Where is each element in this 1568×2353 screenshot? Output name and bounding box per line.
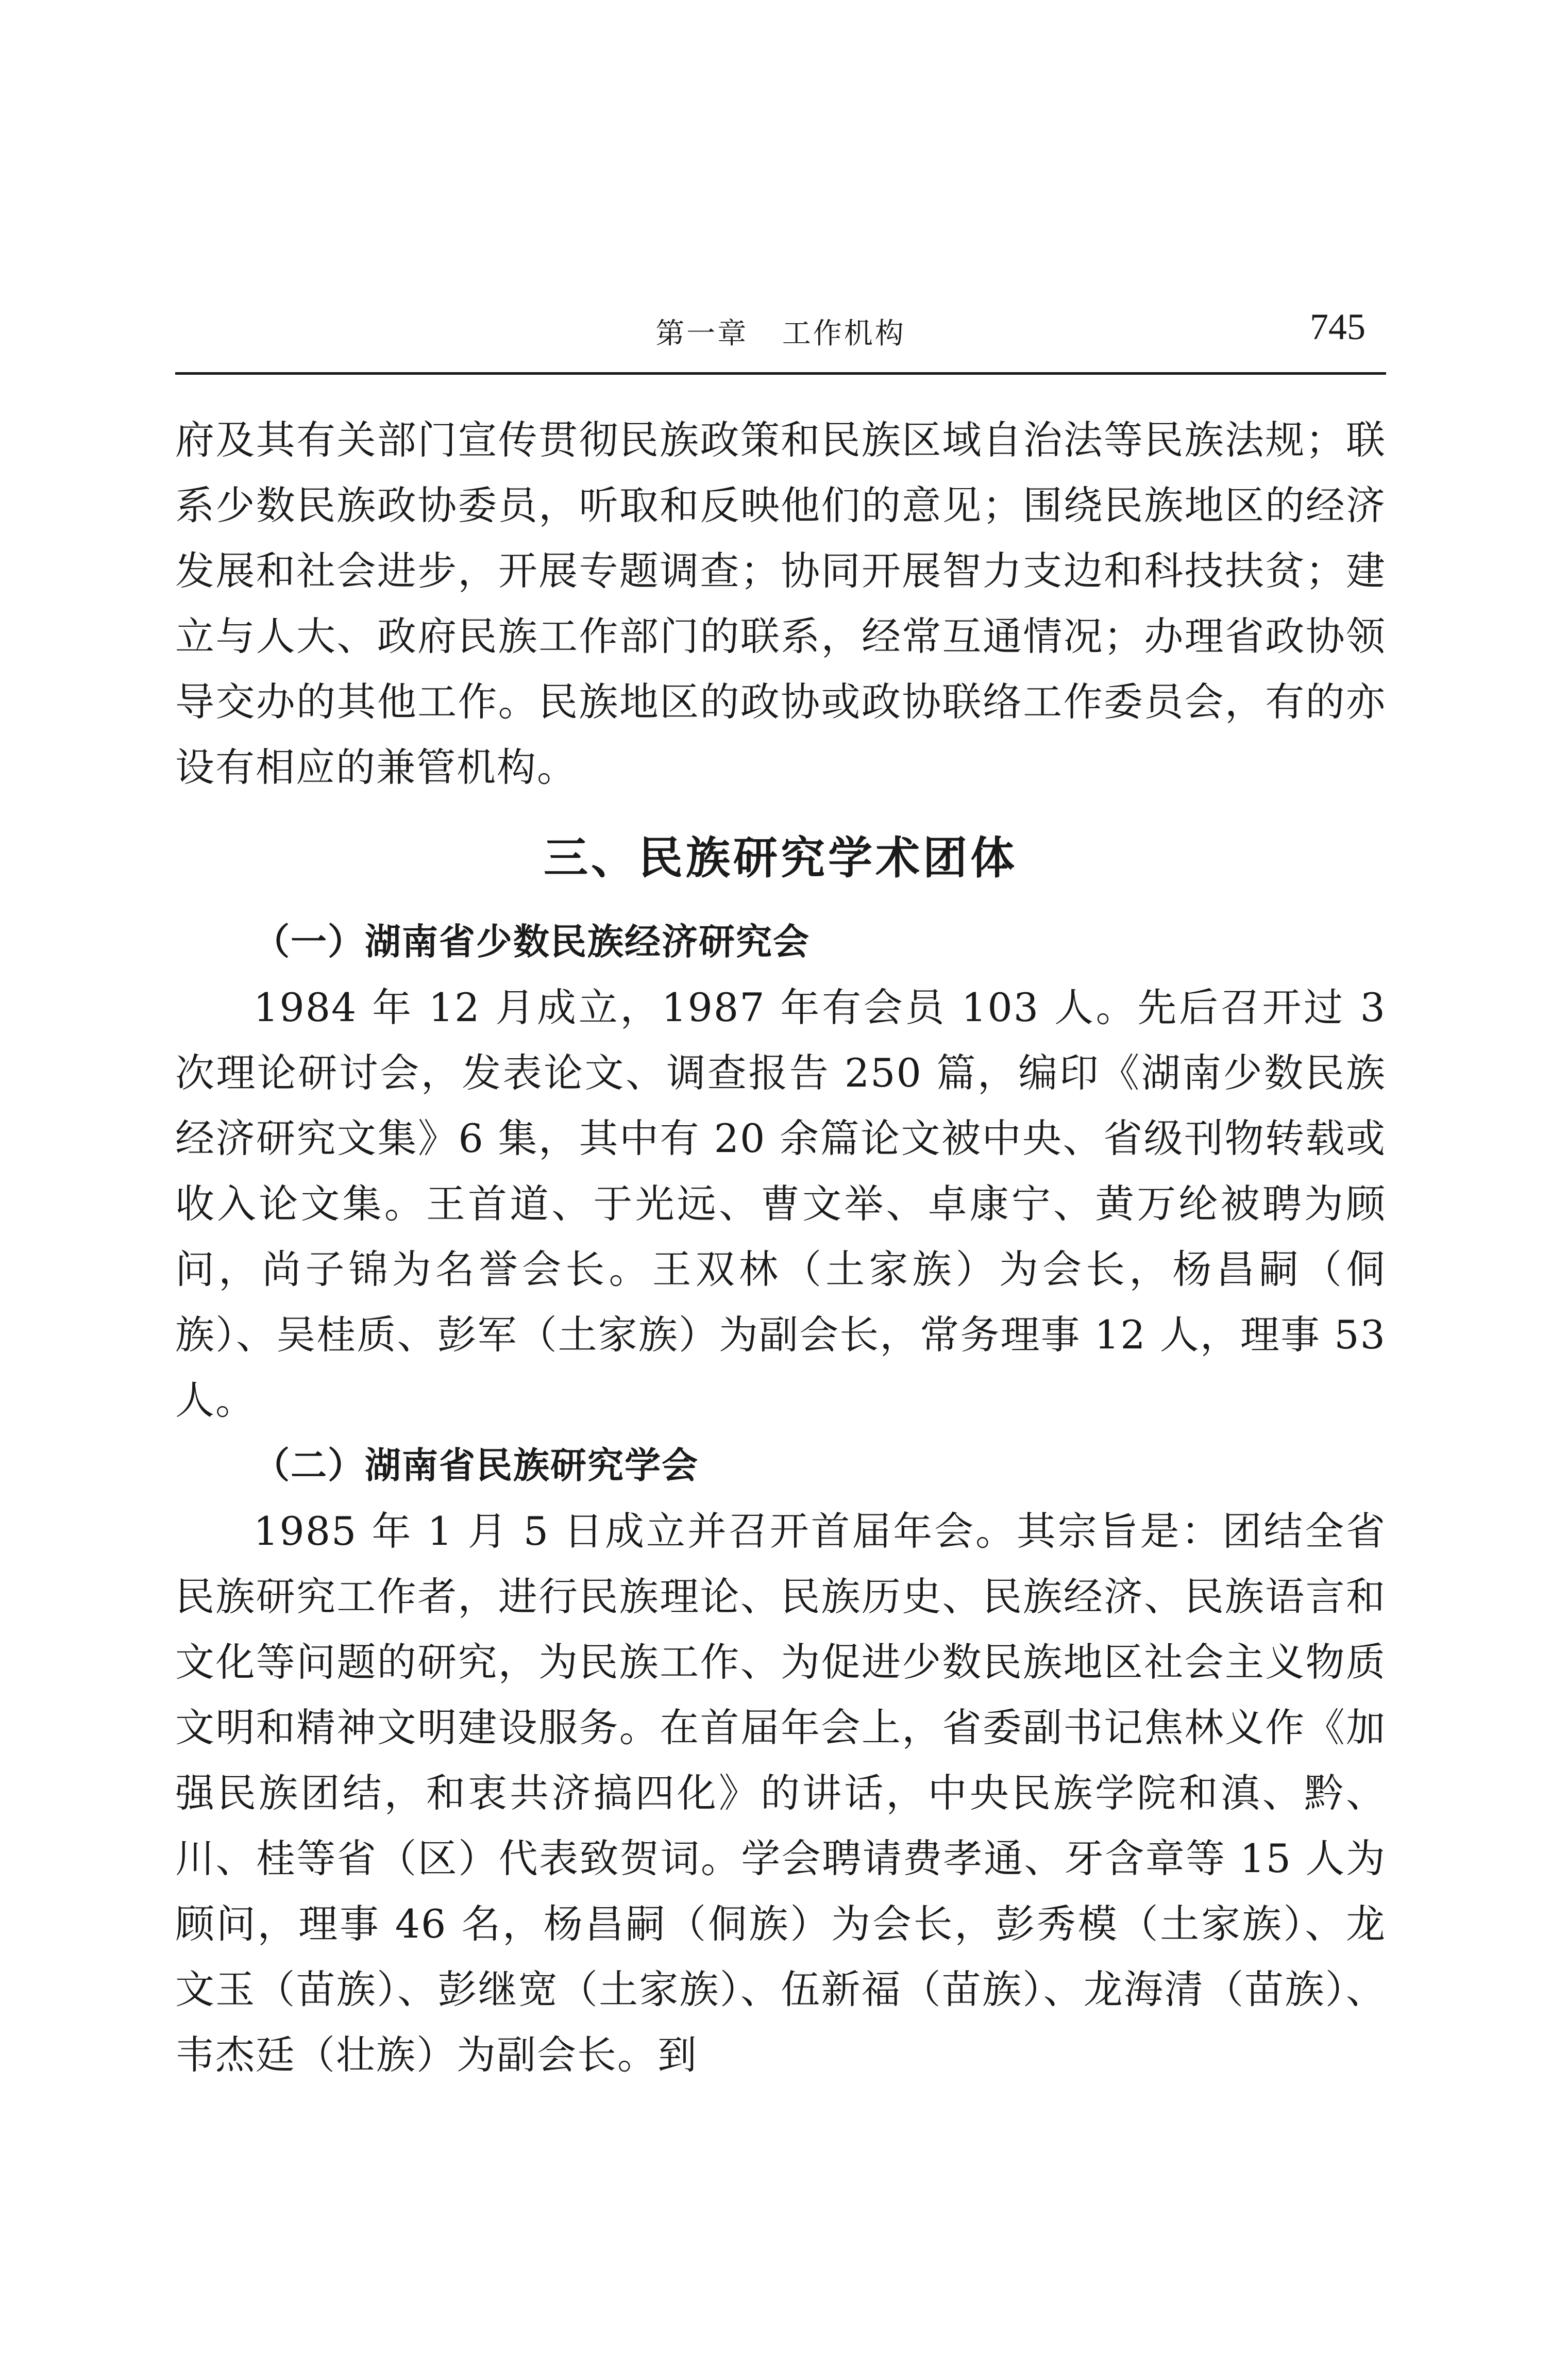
- subsection-heading-2: （二）湖南省民族研究学会: [254, 1444, 699, 1487]
- page-number: 745: [1310, 306, 1365, 347]
- subsection-heading-1: （一）湖南省少数民族经济研究会: [254, 921, 810, 963]
- header-rule: [175, 372, 1386, 375]
- chapter-title: 第一章 工作机构: [655, 317, 906, 351]
- subsection-paragraph-2: 1985 年 1 月 5 日成立并召开首届年会。其宗旨是：团结全省民族研究工作者，进行民族理论、民族历史、民族经济、民族语言和文化等问题的研究，为民族工作、为促进少数民族地区社会主义物质文明和精神文明建设服务。在首届年会上，省委副书记焦林义作《加强民族团结，和衷共济搞四化》的讲话，中央民族学院和滇、黔、川、桂等省（区）代表致贺词。学会聘请费孝通、牙含章等 15 人为顾问，理事 46 名，杨昌嗣（侗族）为会长，彭秀模（土家族）、龙文玉（苗族）、彭继宽（土家族）、伍新福（苗族）、龙海清（苗族）、韦杰廷（壮族）为副会长。到: [175, 1508, 1386, 2078]
- subsection-paragraph-1: 1984 年 12 月成立，1987 年有会员 103 人。先后召开过 3 次理论研讨会，发表论文、调查报告 250 篇，编印《湖南少数民族经济研究文集》6 集，其中有 20 余篇论文被中央、省级刊物转载或收入论文集。王首道、于光远、曹文举、卓康宁、黄万纶被聘为顾问，尚子锦为名誉会长。王双林（土家族）为会长，杨昌嗣（侗族）、吴桂质、彭军（土家族）为副会长，常务理事 12 人，理事 53 人。: [175, 984, 1386, 1423]
- running-header: [175, 302, 1386, 363]
- page-body: [175, 407, 1386, 2088]
- section-heading: 三、民族研究学术团体: [544, 832, 1018, 884]
- continuation-paragraph: 府及其有关部门宣传贯彻民族政策和民族区域自治法等民族法规；联系少数民族政协委员，听取和反映他们的意见；围绕民族地区的经济发展和社会进步，开展专题调查；协同开展智力支边和科技扶贫；建立与人大、政府民族工作部门的联系，经常互通情况；办理省政协领导交办的其他工作。民族地区的政协或政协联络工作委员会，有的亦设有相应的兼管机构。: [175, 417, 1386, 790]
